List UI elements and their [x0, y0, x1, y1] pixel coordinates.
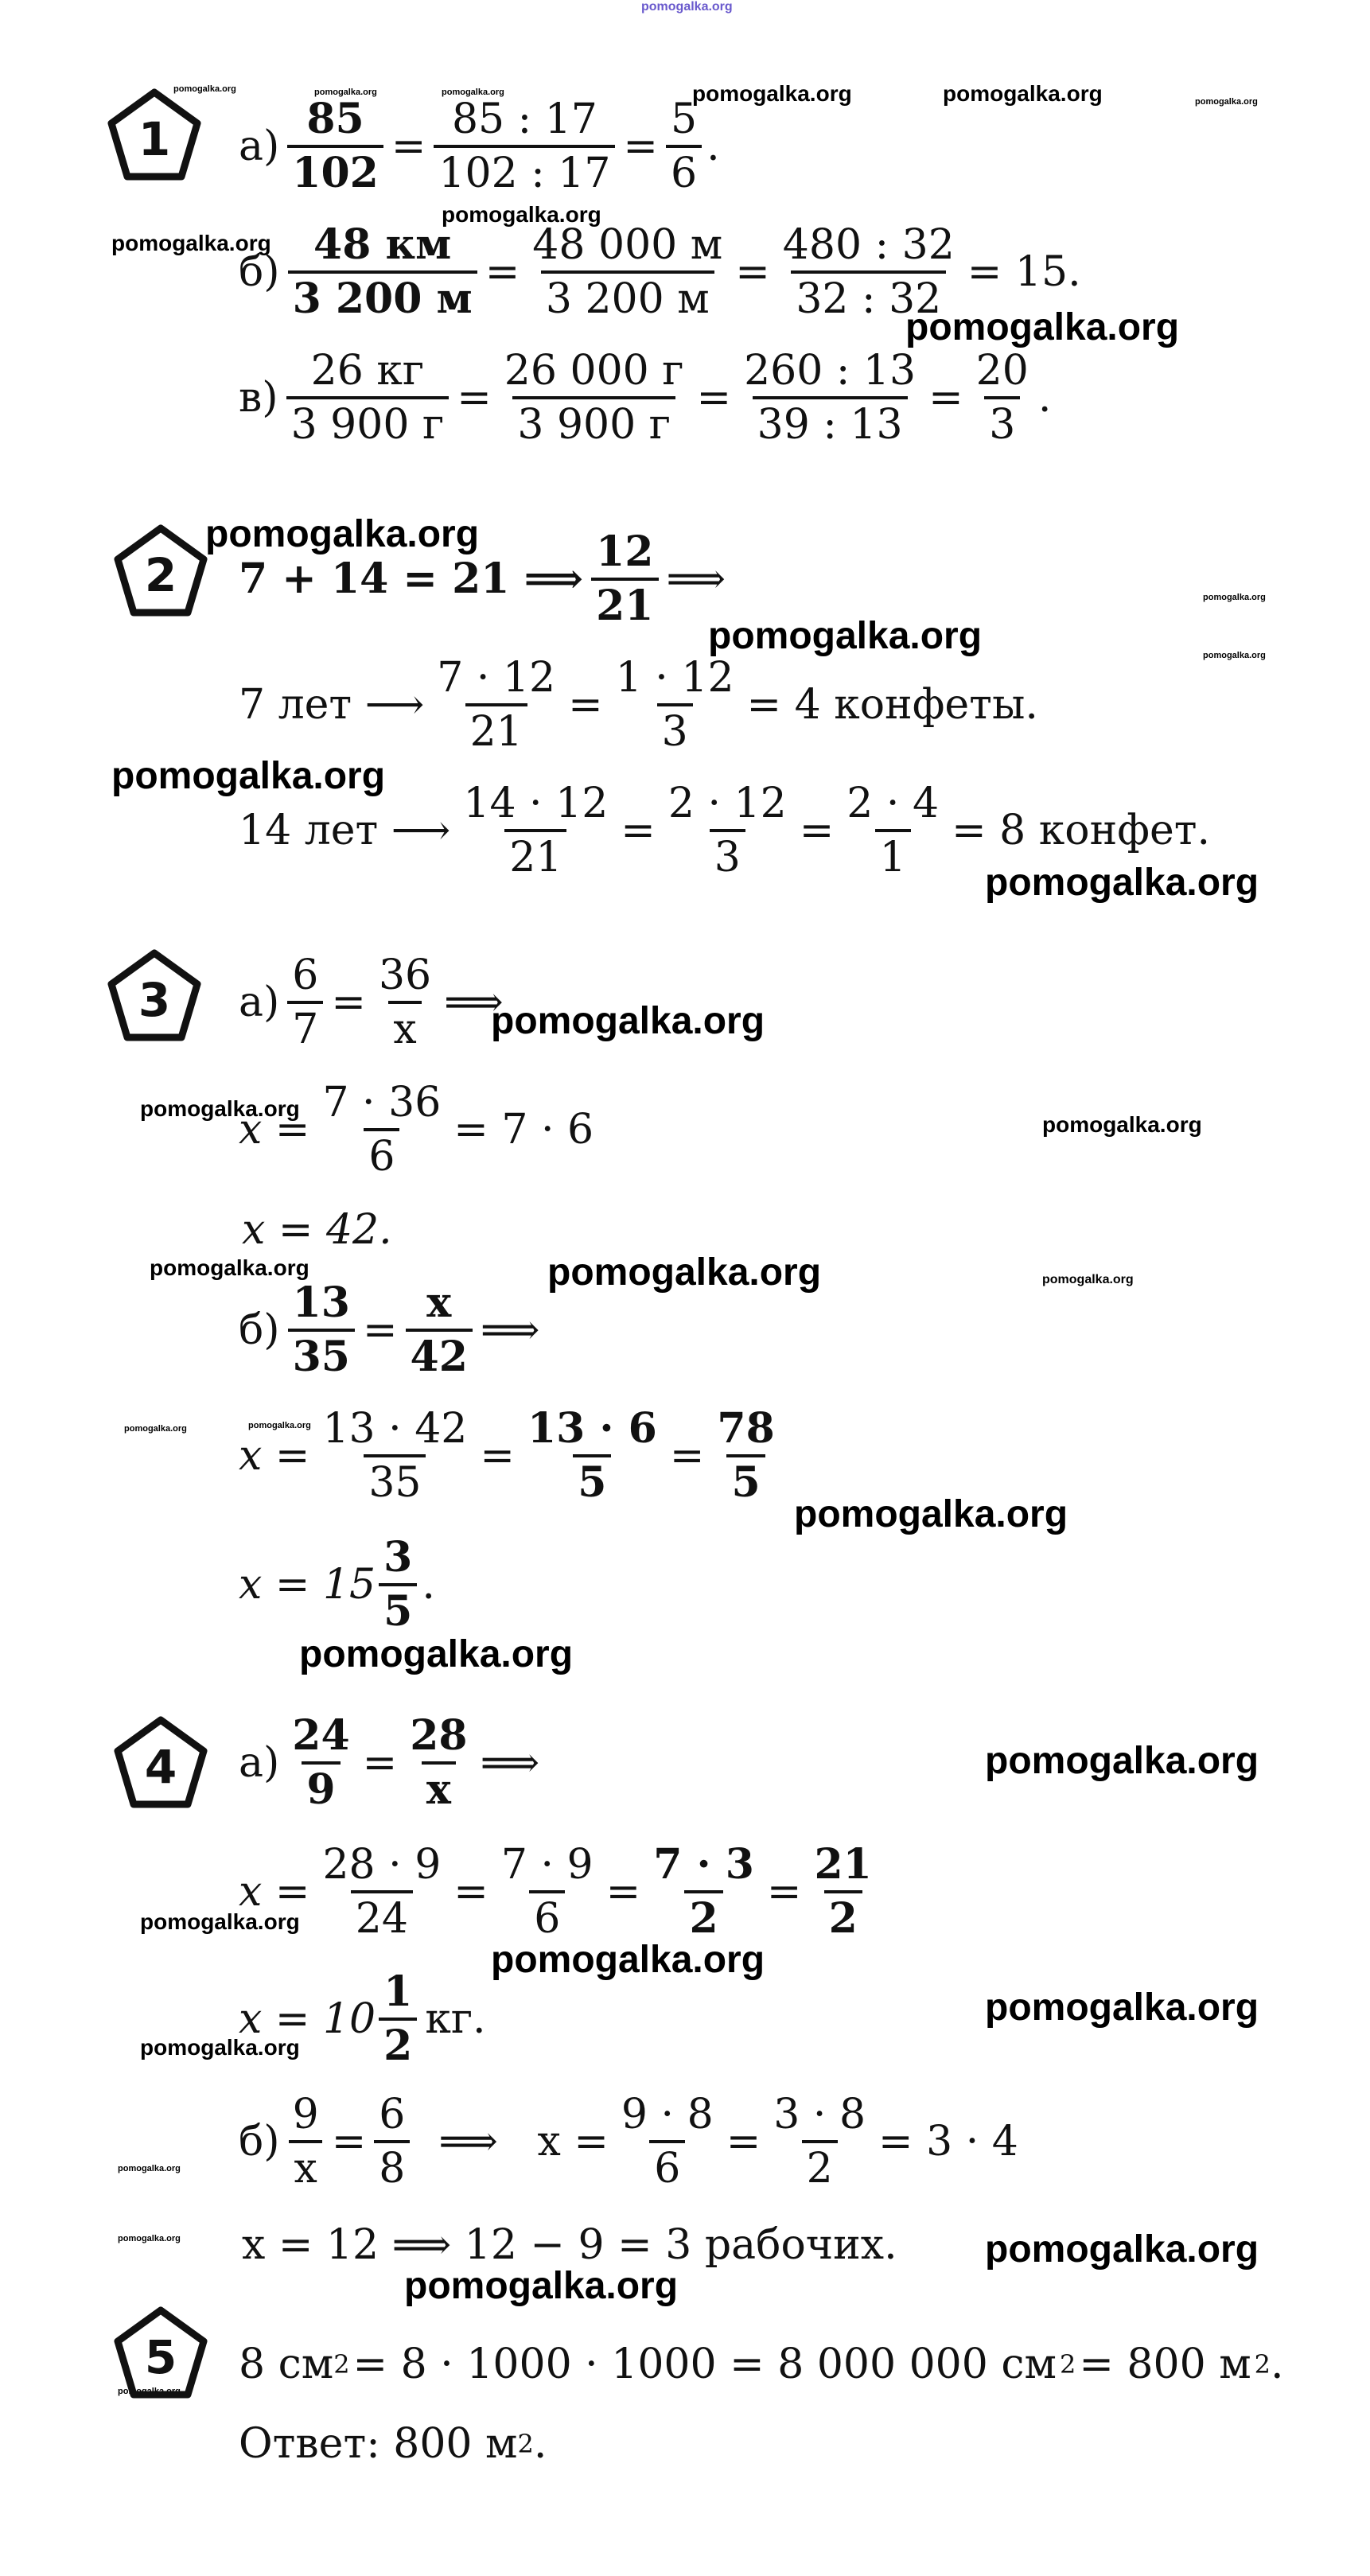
- fraction: $\frac{85 : 17}{102 : 17}$: [434, 99, 615, 194]
- watermark: pomogalka.org: [118, 2234, 181, 2243]
- fraction: $\frac{x}{42}$: [406, 1282, 473, 1378]
- fraction: $\frac{2 \cdot 12}{3}$: [667, 780, 787, 881]
- item-label: а): [239, 979, 280, 1026]
- watermark: pomogalka.org: [985, 1740, 1259, 1782]
- task-number: 2: [144, 548, 177, 602]
- fraction: $\frac{9 \cdot 8}{6}$: [621, 2091, 714, 2193]
- watermark: pomogalka.org: [1203, 593, 1266, 602]
- watermark: pomogalka.org: [118, 2387, 181, 2396]
- watermark: pomogalka.org: [491, 1939, 765, 1981]
- task-badge-5: [111, 2304, 210, 2403]
- fraction: $\frac{6}{8}$: [374, 2094, 410, 2189]
- fraction: $\frac{12}{21}$: [591, 531, 658, 627]
- fraction: $\frac{7 \cdot 36}{6}$: [322, 1079, 442, 1181]
- fraction: $\frac{7 \cdot 12}{21}$: [437, 654, 556, 756]
- item-label: б): [239, 248, 280, 296]
- fraction: $\frac{1 \cdot 12}{3}$: [615, 654, 734, 756]
- task3-line-a3: x = 42.: [242, 1206, 392, 1254]
- task4-line-b2: x = 12 ⟹ 12 − 9 = 3 рабочих.: [242, 2221, 897, 2269]
- fraction: $\frac{7 \cdot 3}{2}$: [653, 1840, 754, 1943]
- watermark: pomogalka.org: [985, 862, 1259, 904]
- task-badge-3: [105, 947, 204, 1045]
- watermark: pomogalka.org: [118, 2164, 181, 2173]
- watermark: pomogalka.org: [442, 88, 504, 97]
- watermark: pomogalka.org: [692, 81, 852, 106]
- fraction: $\frac{26 000 г}{3 900 г}$: [504, 347, 684, 449]
- task4-line-b1: б) $\frac{9}{x}$ = $\frac{6}{8}$ ⟹ x = $\frac{9 \cdot 8}{6}$ = $\frac{3 \cdot 8}{2}$ = 3 · 4: [235, 2094, 1022, 2189]
- watermark: pomogalka.org: [1203, 651, 1266, 660]
- item-label: а): [239, 1739, 280, 1787]
- task4-line-a3: x = 10 $\frac{1}{2}$ кг.: [239, 1967, 486, 2070]
- task-badge-4: [111, 1714, 210, 1812]
- watermark: pomogalka.org: [248, 1421, 311, 1430]
- fraction: $\frac{13}{35}$: [288, 1282, 355, 1378]
- watermark: pomogalka.org: [442, 202, 601, 227]
- task-badge-2: [111, 522, 210, 621]
- task-number: 1: [138, 112, 171, 166]
- fraction: $\frac{6}{7}$: [287, 955, 323, 1050]
- fraction: $\frac{260 : 13}{39 : 13}$: [744, 347, 917, 449]
- watermark: pomogalka.org: [111, 231, 271, 255]
- watermark: pomogalka.org: [985, 1986, 1259, 2029]
- task5-line-1: 8 см 2 = 8 · 1000 · 1000 = 8 000 000 см 2 = 800 м 2 .: [239, 2341, 1284, 2388]
- task1-line-b: б) $\frac{48 км}{3 200 м}$ = $\frac{48 000 м}{3 200 м}$ = $\frac{480 : 32}{32 : 32}$ = 15.: [235, 224, 1084, 320]
- watermark: pomogalka.org: [794, 1493, 1068, 1535]
- watermark: pomogalka.org: [943, 81, 1103, 106]
- fraction: $\frac{28 \cdot 9}{24}$: [322, 1841, 442, 1943]
- watermark: pomogalka.org: [708, 615, 983, 657]
- item-label: а): [239, 123, 280, 170]
- task5-answer: Ответ: 800 м 2 .: [239, 2420, 547, 2468]
- fraction: $\frac{78}{5}$: [717, 1404, 775, 1507]
- task3-line-b2: x = $\frac{13 \cdot 42}{35}$ = $\frac{13 \cdot 6}{5}$ = $\frac{78}{5}$: [235, 1408, 784, 1504]
- task-number: 4: [144, 1740, 177, 1794]
- task4-line-a2: x = $\frac{28 \cdot 9}{24}$ = $\frac{7 \cdot 9}{6}$ = $\frac{7 \cdot 3}{2}$ = $\frac{21}{2}$: [235, 1844, 882, 1940]
- task3-line-b3: x = 15 $\frac{3}{5}$ .: [239, 1533, 435, 1636]
- task2-line-1: 7 + 14 = 21 ⟹ $\frac{12}{21}$ ⟹: [239, 527, 726, 630]
- task-number: 5: [144, 2330, 177, 2384]
- watermark: pomogalka.org: [173, 84, 236, 94]
- task2-line-2: 7 лет ⟶ $\frac{7 \cdot 12}{21}$ = $\frac{1 \cdot 12}{3}$ = 4 конфеты.: [239, 654, 1038, 756]
- fraction: $\frac{1}{2}$: [379, 1971, 417, 2067]
- watermark: pomogalka.org: [547, 1251, 822, 1294]
- task4-line-a1: а) $\frac{24}{9}$ = $\frac{28}{x}$ ⟹: [235, 1715, 543, 1811]
- fraction: $\frac{28}{x}$: [410, 1711, 468, 1814]
- item-label: в): [239, 374, 278, 422]
- task3-line-a2: x = $\frac{7 \cdot 36}{6}$ = 7 · 6: [239, 1079, 594, 1181]
- watermark: pomogalka.org: [641, 0, 733, 14]
- fraction: $\frac{26 кг}{3 900 г}$: [286, 350, 450, 446]
- item-label: б): [239, 2118, 280, 2165]
- fraction: $\frac{48 км}{3 200 м}$: [288, 224, 477, 320]
- watermark: pomogalka.org: [140, 1909, 300, 1934]
- fraction: $\frac{48 000 м}{3 200 м}$: [532, 221, 723, 323]
- fraction: $\frac{5}{6}$: [666, 99, 702, 194]
- fraction: $\frac{480 : 32}{32 : 32}$: [782, 221, 955, 323]
- fraction: $\frac{3 \cdot 8}{2}$: [773, 2091, 866, 2193]
- watermark: pomogalka.org: [905, 306, 1180, 348]
- watermark: pomogalka.org: [140, 1096, 300, 1121]
- task-number: 3: [138, 973, 171, 1027]
- task3-line-a1: а) $\frac{6}{7}$ = $\frac{36}{x}$ ⟹: [235, 955, 507, 1050]
- fraction: $\frac{24}{9}$: [292, 1711, 350, 1814]
- task1-line-c: в) $\frac{26 кг}{3 900 г}$ = $\frac{26 000 г}{3 900 г}$ = $\frac{260 : 13}{39 : 13}$ = $\frac{20}{3}$ .: [235, 350, 1051, 446]
- fraction: $\frac{13 \cdot 42}{35}$: [322, 1405, 468, 1507]
- watermark: pomogalka.org: [150, 1255, 309, 1280]
- task1-line-a: а) $\frac{85}{102}$ = $\frac{85 : 17}{102 : 17}$ = $\frac{5}{6}$ .: [235, 99, 720, 194]
- item-label: б): [239, 1306, 280, 1354]
- fraction: $\frac{85}{102}$: [287, 99, 383, 194]
- watermark: pomogalka.org: [985, 2228, 1259, 2271]
- watermark: pomogalka.org: [404, 2265, 679, 2307]
- watermark: pomogalka.org: [314, 88, 377, 97]
- watermark: pomogalka.org: [491, 1000, 765, 1042]
- fraction: $\frac{2 \cdot 4}{1}$: [847, 780, 940, 881]
- task3-line-b1: б) $\frac{13}{35}$ = $\frac{x}{42}$ ⟹: [235, 1282, 543, 1378]
- task2-line-3: 14 лет ⟶ $\frac{14 \cdot 12}{21}$ = $\frac{2 \cdot 12}{3}$ = $\frac{2 \cdot 4}{1}$ = 8 конфет.: [239, 780, 1211, 881]
- task-badge-1: [105, 86, 204, 185]
- fraction: $\frac{21}{2}$: [814, 1840, 872, 1943]
- watermark: pomogalka.org: [1042, 1112, 1202, 1137]
- watermark: pomogalka.org: [299, 1633, 574, 1675]
- watermark: pomogalka.org: [124, 1424, 187, 1434]
- watermark: pomogalka.org: [1042, 1273, 1134, 1286]
- watermark: pomogalka.org: [111, 755, 386, 797]
- fraction: $\frac{14 \cdot 12}{21}$: [463, 780, 609, 881]
- watermark: pomogalka.org: [1195, 97, 1258, 107]
- fraction: $\frac{7 \cdot 9}{6}$: [500, 1841, 594, 1943]
- fraction: $\frac{9}{x}$: [288, 2094, 324, 2189]
- fraction: $\frac{36}{x}$: [378, 951, 432, 1053]
- fraction: $\frac{3}{5}$: [379, 1537, 417, 1632]
- watermark: pomogalka.org: [140, 2035, 300, 2060]
- fraction: $\frac{20}{3}$: [975, 347, 1029, 449]
- fraction: $\frac{13 \cdot 6}{5}$: [527, 1404, 657, 1507]
- watermark: pomogalka.org: [205, 513, 480, 555]
